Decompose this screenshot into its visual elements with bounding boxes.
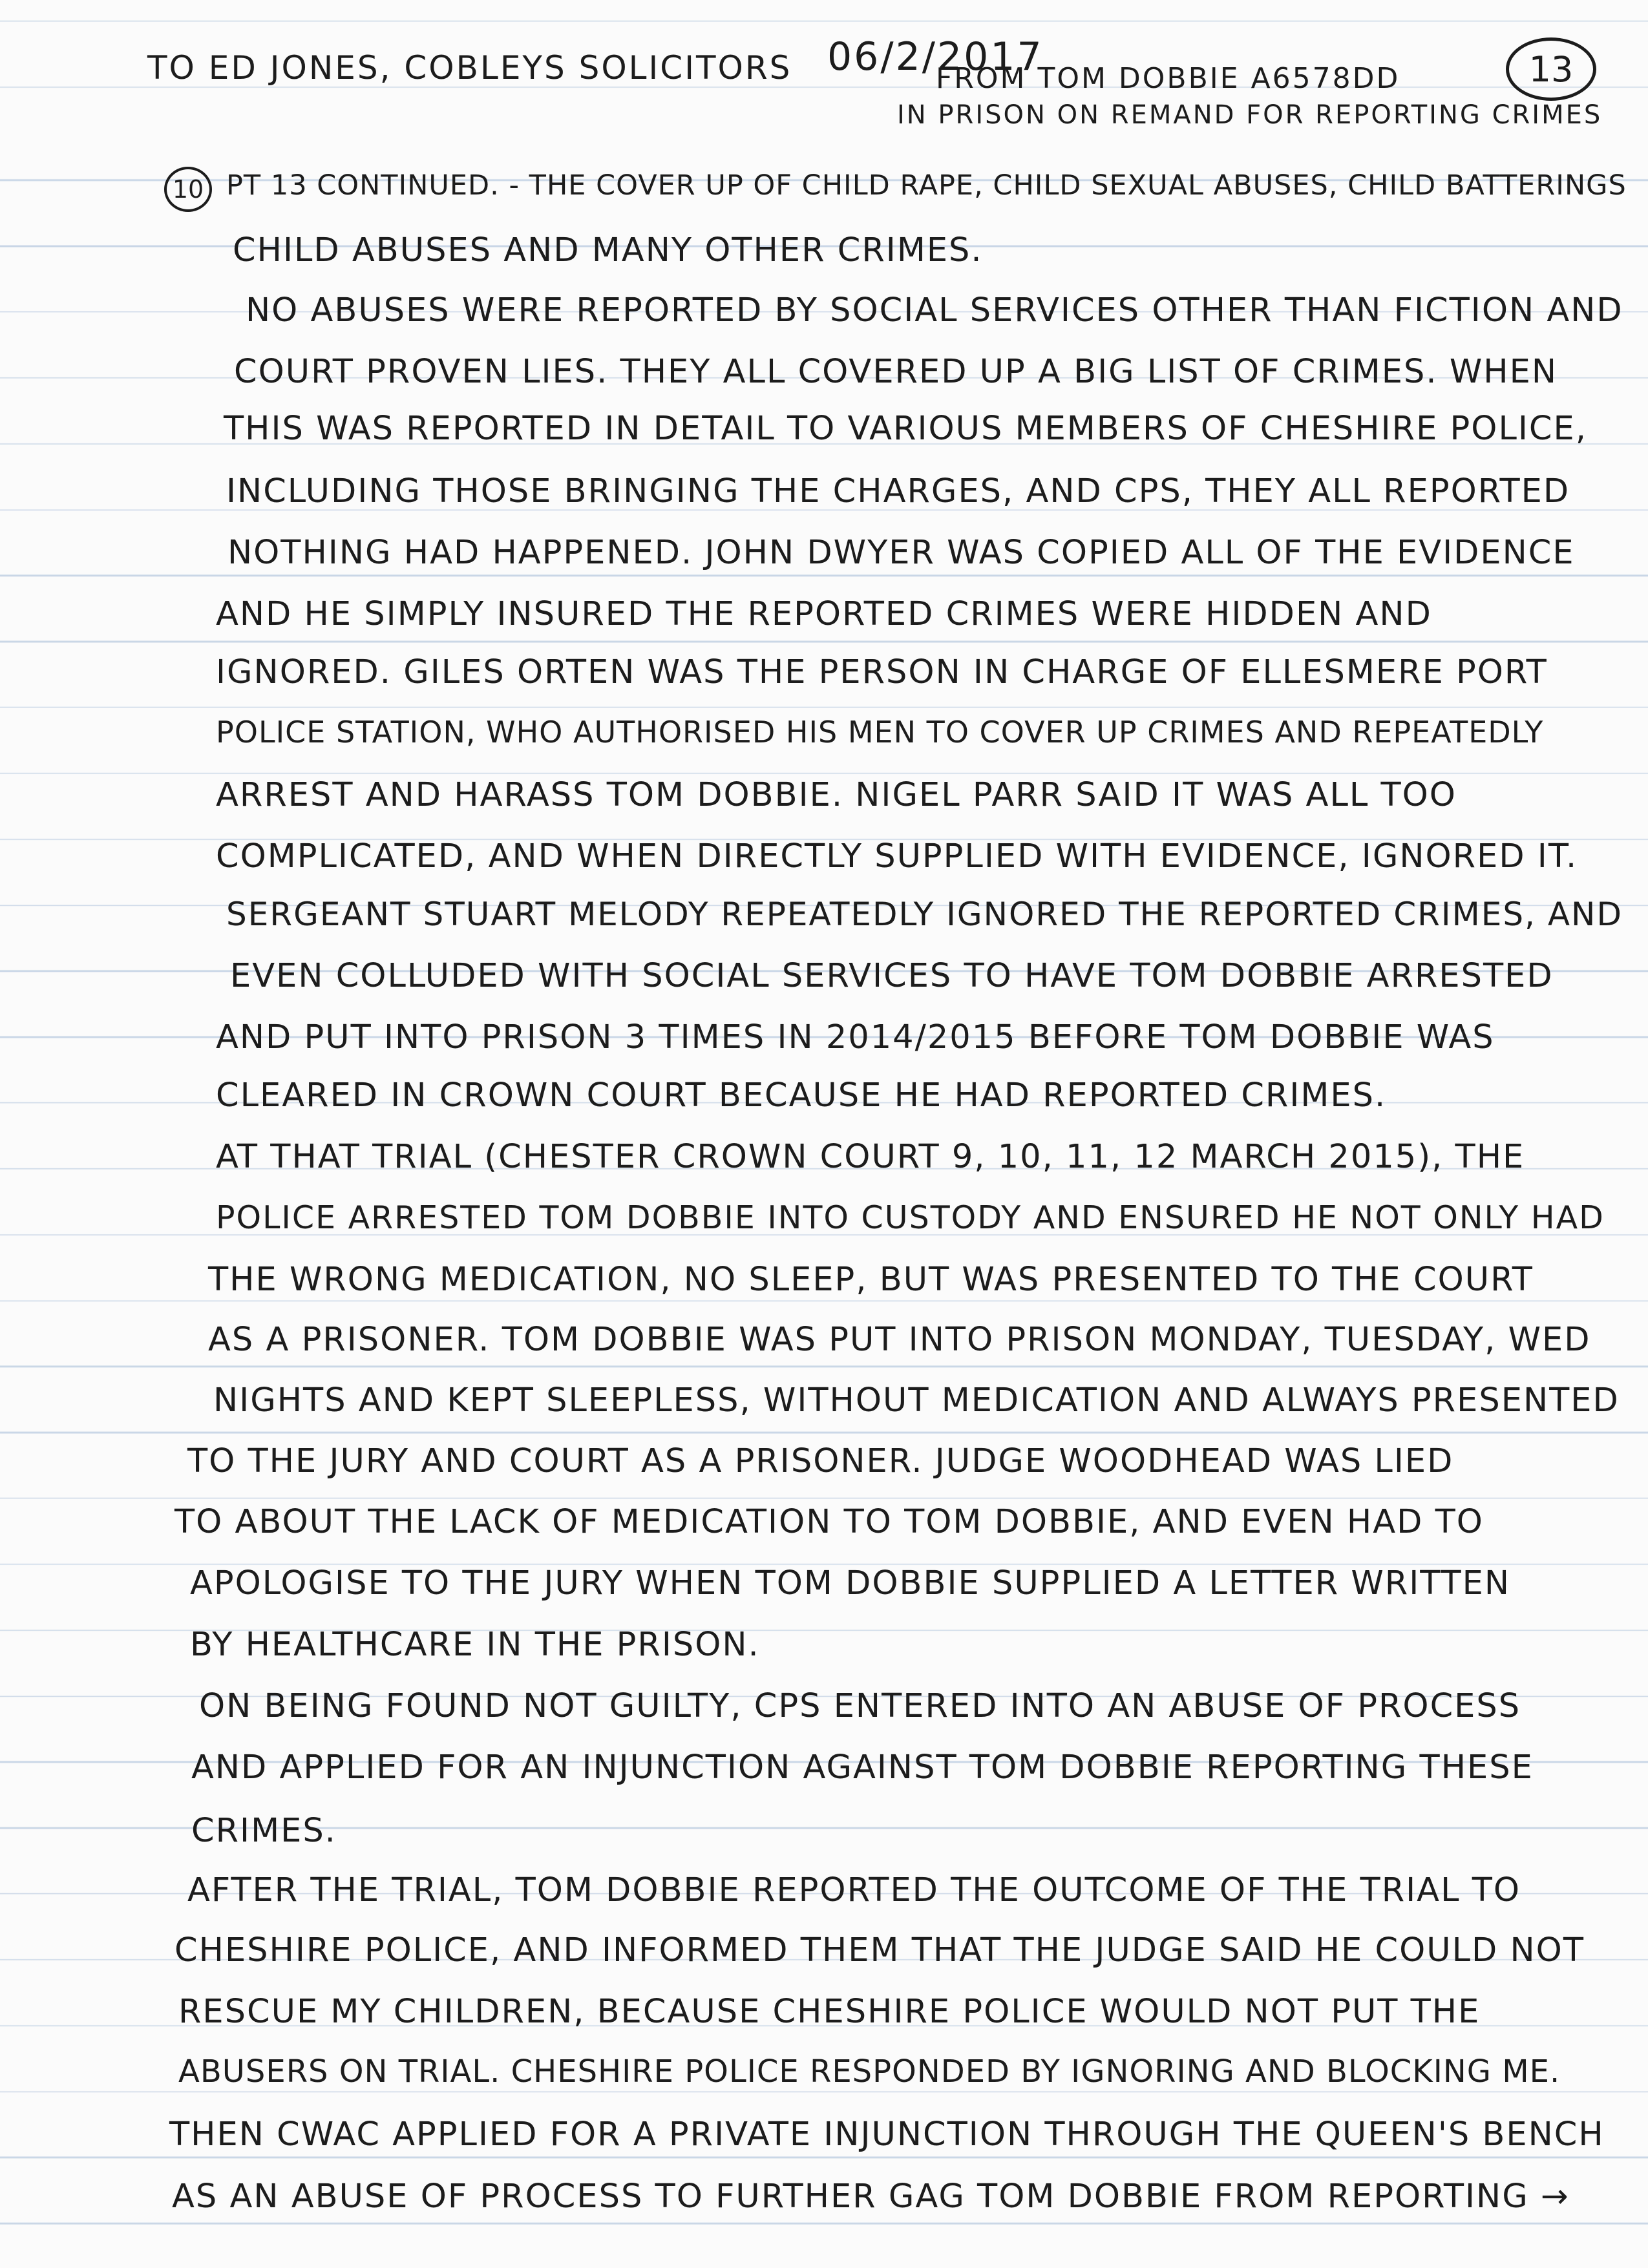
body-line: AND APPLIED FOR AN INJUNCTION AGAINST TOM DOBBIE REPORTING THESE <box>191 1748 1534 1787</box>
letter-date: 06/2/2017 <box>827 34 1044 79</box>
body-line: AT THAT TRIAL (CHESTER CROWN COURT 9, 10, 11, 12 MARCH 2015), THE <box>216 1138 1525 1176</box>
recipient-line: TO ED JONES, COBLEYS SOLICITORS <box>147 49 792 87</box>
body-line: EVEN COLLUDED WITH SOCIAL SERVICES TO HAVE TOM DOBBIE ARRESTED <box>230 957 1554 995</box>
body-line: POLICE STATION, WHO AUTHORISED HIS MEN TO COVER UP CRIMES AND REPEATEDLY <box>216 715 1544 750</box>
sender-status: IN PRISON ON REMAND FOR REPORTING CRIMES <box>897 100 1603 130</box>
body-line: ON BEING FOUND NOT GUILTY, CPS ENTERED INTO AN ABUSE OF PROCESS <box>199 1687 1521 1725</box>
sender-line: FROM TOM DOBBIE A6578DD <box>936 62 1400 95</box>
body-line: AND HE SIMPLY INSURED THE REPORTED CRIMES WERE HIDDEN AND <box>216 595 1432 633</box>
body-line: POLICE ARRESTED TOM DOBBIE INTO CUSTODY AND ENSURED HE NOT ONLY HAD <box>216 1199 1605 1236</box>
body-line: APOLOGISE TO THE JURY WHEN TOM DOBBIE SUPPLIED A LETTER WRITTEN <box>190 1564 1511 1602</box>
page-number: 13 <box>1506 37 1596 101</box>
body-line: CLEARED IN CROWN COURT BECAUSE HE HAD REPORTED CRIMES. <box>216 1076 1387 1115</box>
body-line: COURT PROVEN LIES. THEY ALL COVERED UP A BIG LIST OF CRIMES. WHEN <box>234 353 1558 391</box>
body-line: AFTER THE TRIAL, TOM DOBBIE REPORTED THE OUTCOME OF THE TRIAL TO <box>187 1871 1521 1909</box>
body-line: NOTHING HAD HAPPENED. JOHN DWYER WAS COPIED ALL OF THE EVIDENCE <box>227 534 1575 572</box>
body-line: NO ABUSES WERE REPORTED BY SOCIAL SERVICES OTHER THAN FICTION AND <box>246 291 1623 330</box>
body-line: IGNORED. GILES ORTEN WAS THE PERSON IN CHARGE OF ELLESMERE PORT <box>216 653 1548 691</box>
body-line: CRIMES. <box>191 1812 337 1850</box>
body-line: CHESHIRE POLICE, AND INFORMED THEM THAT THE JUDGE SAID HE COULD NOT <box>174 1931 1585 1969</box>
body-line: TO THE JURY AND COURT AS A PRISONER. JUDGE WOODHEAD WAS LIED <box>187 1442 1454 1480</box>
body-line: AS AN ABUSE OF PROCESS TO FURTHER GAG TOM DOBBIE FROM REPORTING → <box>172 2178 1570 2216</box>
body-line: COMPLICATED, AND WHEN DIRECTLY SUPPLIED WITH EVIDENCE, IGNORED IT. <box>216 837 1578 876</box>
body-line: PT 13 CONTINUED. - THE COVER UP OF CHILD RAPE, CHILD SEXUAL ABUSES, CHILD BATTERINGS <box>226 169 1627 202</box>
body-line: ARREST AND HARASS TOM DOBBIE. NIGEL PARR SAID IT WAS ALL TOO <box>216 776 1457 814</box>
body-line: AND PUT INTO PRISON 3 TIMES IN 2014/2015 BEFORE TOM DOBBIE WAS <box>216 1018 1495 1056</box>
body-line: CHILD ABUSES AND MANY OTHER CRIMES. <box>233 231 983 269</box>
body-line: THIS WAS REPORTED IN DETAIL TO VARIOUS MEMBERS OF CHESHIRE POLICE, <box>224 410 1587 448</box>
body-line: INCLUDING THOSE BRINGING THE CHARGES, AND CPS, THEY ALL REPORTED <box>226 472 1570 510</box>
paragraph-number: 10 <box>164 167 212 212</box>
body-line: THE WRONG MEDICATION, NO SLEEP, BUT WAS PRESENTED TO THE COURT <box>208 1261 1534 1299</box>
body-line: TO ABOUT THE LACK OF MEDICATION TO TOM DOBBIE, AND EVEN HAD TO <box>174 1503 1484 1541</box>
body-line: ABUSERS ON TRIAL. CHESHIRE POLICE RESPONDED BY IGNORING AND BLOCKING ME. <box>178 2053 1561 2090</box>
body-line: AS A PRISONER. TOM DOBBIE WAS PUT INTO PRISON MONDAY, TUESDAY, WED <box>208 1321 1591 1359</box>
body-line: BY HEALTHCARE IN THE PRISON. <box>190 1626 760 1664</box>
body-line: THEN CWAC APPLIED FOR A PRIVATE INJUNCTION THROUGH THE QUEEN'S BENCH <box>169 2116 1605 2154</box>
body-line: NIGHTS AND KEPT SLEEPLESS, WITHOUT MEDICATION AND ALWAYS PRESENTED <box>213 1381 1620 1420</box>
body-line: RESCUE MY CHILDREN, BECAUSE CHESHIRE POLICE WOULD NOT PUT THE <box>178 1993 1481 2031</box>
body-line: SERGEANT STUART MELODY REPEATEDLY IGNORED THE REPORTED CRIMES, AND <box>226 896 1623 933</box>
